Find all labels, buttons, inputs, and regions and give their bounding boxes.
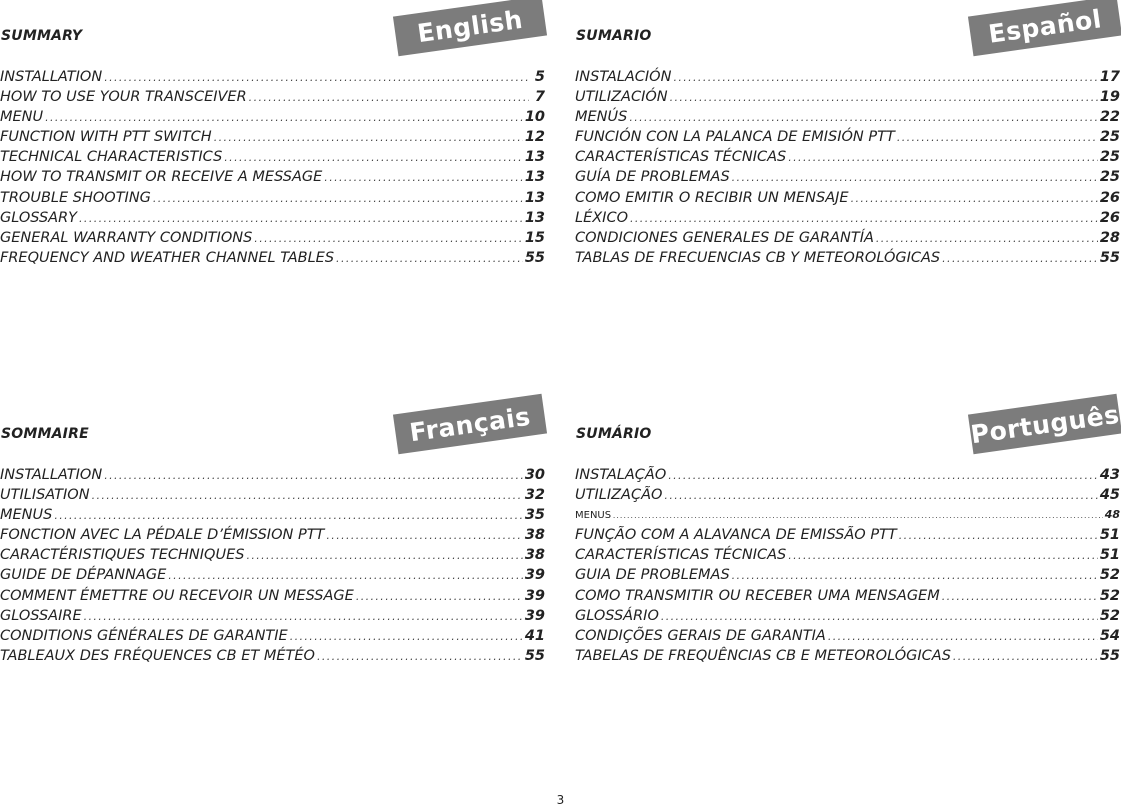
toc-entry: INSTALACIÓN ..... 17 <box>575 67 1120 87</box>
toc-entry: CARACTÉRISTIQUES TECHNIQUES ..... 38 <box>0 545 545 565</box>
toc-entry: INSTALLATION ..... 30 <box>0 465 545 485</box>
toc-entry: FREQUENCY AND WEATHER CHANNEL TABLES ..... 55 <box>0 248 545 268</box>
toc-entry: LÉXICO ..... 26 <box>575 208 1120 228</box>
toc-entry: HOW TO TRANSMIT OR RECEIVE A MESSAGE ..... 13 <box>0 167 545 187</box>
toc-entry: INSTALAÇÃO ..... 43 <box>575 465 1120 485</box>
toc-entry: FUNCIÓN CON LA PALANCA DE EMISIÓN PTT ..... 25 <box>575 127 1120 147</box>
section-heading: SUMÁRIO <box>576 426 652 442</box>
toc-entry: UTILIZACIÓN ..... 19 <box>575 87 1120 107</box>
toc-entry: COMO TRANSMITIR OU RECEBER UMA MENSAGEM ..... 52 <box>575 586 1120 606</box>
toc-list <box>575 67 1120 268</box>
toc-entry: UTILIZAÇÃO ..... 45 <box>575 485 1120 505</box>
toc-entry: COMMENT ÉMETTRE OU RECEVOIR UN MESSAGE ..... 39 <box>0 586 545 606</box>
toc-list <box>0 67 545 268</box>
section-heading: SUMMARY <box>1 28 83 44</box>
toc-entry: GENERAL WARRANTY CONDITIONS ..... 15 <box>0 228 545 248</box>
toc-list <box>0 465 545 666</box>
toc-entry: GLOSSÁRIO ..... 52 <box>575 606 1120 626</box>
toc-entry: FONCTION AVEC LA PÉDALE D’ÉMISSION PTT ..... 38 <box>0 525 545 545</box>
language-tab-english: English <box>393 0 547 56</box>
toc-entry: UTILISATION ..... 32 <box>0 485 545 505</box>
toc-entry: GLOSSARY ..... 13 <box>0 208 545 228</box>
toc-entry: GUIDE DE DÉPANNAGE ..... 39 <box>0 565 545 585</box>
toc-entry: COMO EMITIR O RECIBIR UN MENSAJE ..... 26 <box>575 188 1120 208</box>
page-number: 3 <box>556 793 565 807</box>
toc-entry: CARACTERÍSTICAS TÉCNICAS ..... 25 <box>575 147 1120 167</box>
toc-entry: FUNÇÃO COM A ALAVANCA DE EMISSÃO PTT ..... 51 <box>575 525 1120 545</box>
language-tab-french: Français <box>393 394 547 454</box>
toc-entry: TROUBLE SHOOTING ..... 13 <box>0 188 545 208</box>
toc-entry: MENU ..... 10 <box>0 107 545 127</box>
toc-entry: CONDITIONS GÉNÉRALES DE GARANTIE ..... 41 <box>0 626 545 646</box>
section-heading: SUMARIO <box>576 28 652 44</box>
toc-entry: HOW TO USE YOUR TRANSCEIVER ..... 7 <box>0 87 545 107</box>
toc-entry: GUIA DE PROBLEMAS ..... 52 <box>575 565 1120 585</box>
toc-entry: TECHNICAL CHARACTERISTICS ..... 13 <box>0 147 545 167</box>
toc-entry: MENUS ..... 48 <box>575 505 1120 525</box>
toc-entry: MENUS ..... 35 <box>0 505 545 525</box>
toc-entry: MENÚS ..... 22 <box>575 107 1120 127</box>
toc-entry: CONDIÇÕES GERAIS DE GARANTIA ..... 54 <box>575 626 1120 646</box>
toc-entry: GUÍA DE PROBLEMAS ..... 25 <box>575 167 1120 187</box>
toc-list <box>575 465 1120 666</box>
toc-entry: CARACTERÍSTICAS TÉCNICAS ..... 51 <box>575 545 1120 565</box>
toc-entry: FUNCTION WITH PTT SWITCH ..... 12 <box>0 127 545 147</box>
toc-entry: GLOSSAIRE ..... 39 <box>0 606 545 626</box>
language-tab-spanish: Español <box>968 0 1121 56</box>
toc-entry: INSTALLATION ..... 5 <box>0 67 545 87</box>
section-heading: SOMMAIRE <box>1 426 89 442</box>
toc-entry: TABLEAUX DES FRÉQUENCES CB ET MÉTÉO ..... 55 <box>0 646 545 666</box>
toc-entry: TABLAS DE FRECUENCIAS CB Y METEOROLÓGICAS ..... 55 <box>575 248 1120 268</box>
language-tab-portuguese: Português <box>968 394 1121 454</box>
toc-entry: CONDICIONES GENERALES DE GARANTÍA ..... 28 <box>575 228 1120 248</box>
toc-entry: TABELAS DE FREQUÊNCIAS CB E METEOROLÓGICAS ..... 55 <box>575 646 1120 666</box>
